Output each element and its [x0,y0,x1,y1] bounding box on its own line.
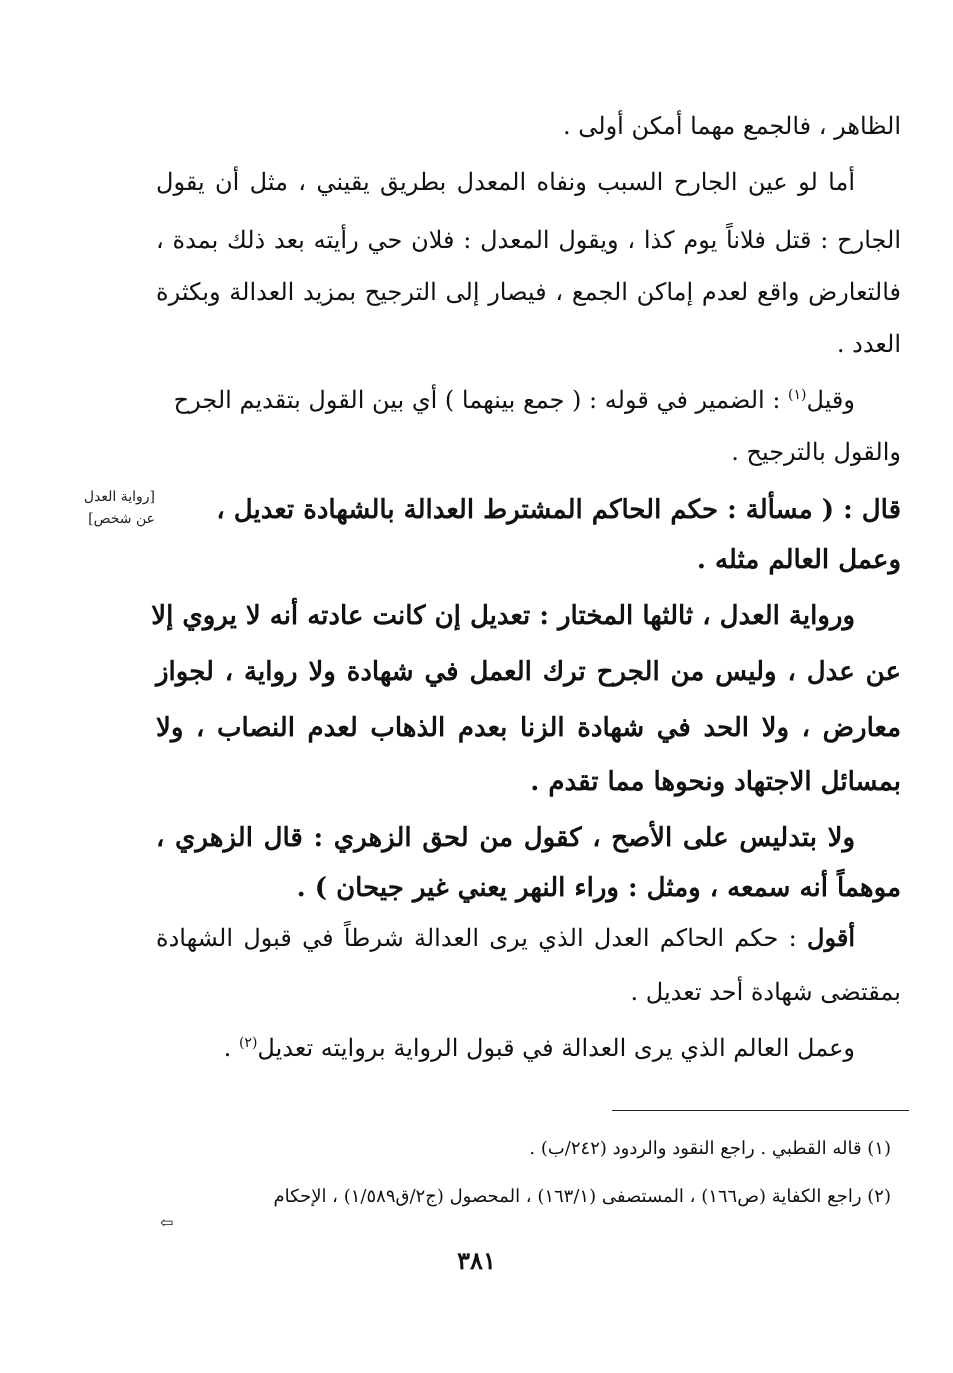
amal-text: وعمل العالم الذي يرى العدالة في قبول الرواية بروايته تعديل [257,1034,855,1062]
text-line: فالتعارض واقع لعدم إماكن الجمع ، فيصار إلى الترجيح بمزيد العدالة وبكثرة [156,278,901,306]
text-line: أما لو عين الجارح السبب ونفاه المعدل بطريق يقيني ، مثل أن يقول [156,168,855,196]
text-line: والقول بالترجيح . [731,438,901,466]
footnote-ref-1: (١) [788,387,807,403]
qila-text: : الضمير في قوله : ( جمع بينهما ) أي بين القول بتقديم الجرح [173,386,789,414]
margin-note [50,486,155,530]
text-line: العدد . [836,330,901,358]
amal-end: . [223,1034,239,1062]
matn-line: وعمل العالم مثله . [696,545,901,575]
continuation-arrow-icon: ⇦ [160,1213,174,1232]
qila-word: وقيل [806,386,855,414]
matn-line: معارض ، ولا الحد في شهادة الزنا بعدم الذهاب لعدم النصاب ، ولا [156,713,901,743]
margin-note-line: [رواية العدل [83,489,155,505]
footnote-ref-2: (٢) [238,1035,258,1051]
matn-line: عن عدل ، وليس من الجرح ترك العمل في شهادة ولا رواية ، لجواز [156,657,901,687]
aqul-line [156,918,901,958]
aqul-label: أقول [807,923,855,952]
matn-line: ولا بتدليس على الأصح ، كقول من لحق الزهري : قال الزهري ، [156,823,855,853]
footnote-separator [612,1110,909,1111]
matn-line: قال : ( مسألة : حكم الحاكم المشترط العدالة بالشهادة تعديل ، [216,495,901,525]
qila-line [156,380,901,420]
footnote-1: (١) قاله القطبي . راجع النقود والردود (٢٤٢/ب) . [529,1138,891,1159]
margin-note-line: عن شخص] [88,511,155,527]
text-line: الجارح : قتل فلاناً يوم كذا ، ويقول المعدل : فلان حي رأيته بعد ذلك بمدة ، [156,226,901,254]
amal-line [156,1028,901,1068]
text-line: الظاهر ، فالجمع مهما أمكن أولى . [563,112,901,140]
aqul-text: : حكم الحاكم العدل الذي يرى العدالة شرطاً في قبول الشهادة [156,924,808,952]
matn-line: بمسائل الاجتهاد ونحوها مما تقدم . [530,767,901,797]
footnote-2: (٢) راجع الكفاية (ص١٦٦) ، المستصفى (١٦٣/١) ، المحصول (ج٢/ق١/٥٨٩) ، الإحكام [273,1186,891,1207]
matn-line: ورواية العدل ، ثالثها المختار : تعديل إن كانت عادته أنه لا يروي إلا [151,601,855,631]
matn-line: موهماً أنه سمعه ، ومثل : وراء النهر يعني غير جيحان ) . [296,873,901,903]
text-line: بمقتضى شهادة أحد تعديل . [630,978,901,1006]
page-number: ٣٨١ [457,1246,496,1275]
